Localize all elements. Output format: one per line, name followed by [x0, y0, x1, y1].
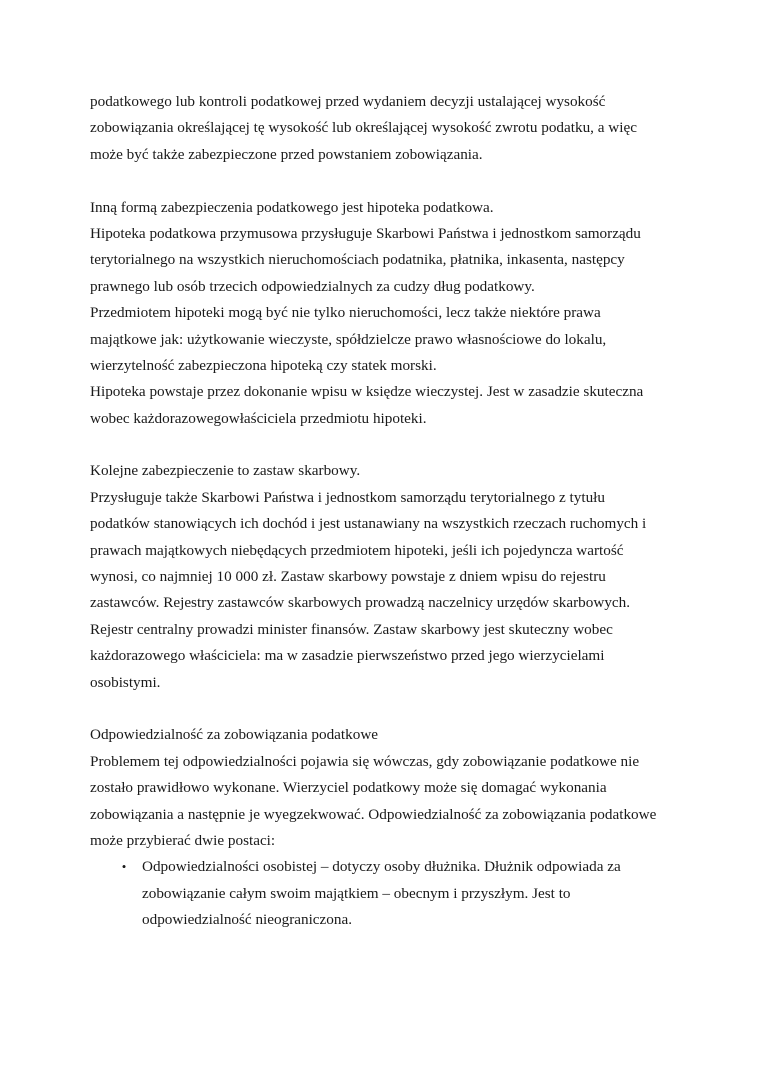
paragraph-intro: [90, 89, 680, 168]
text-line: Odpowiedzialności osobistej – dotyczy osoby dłużnika. Dłużnik odpowiada za: [142, 858, 621, 876]
text-line: Kolejne zabezpieczenie to zastaw skarbowy.: [90, 462, 361, 480]
text-line: wobec każdorazowegowłaściciela przedmiotu hipoteki.: [90, 409, 427, 427]
text-line: podatkowego lub kontroli podatkowej przed wydaniem decyzji ustalającej wysokość: [90, 93, 606, 110]
text-line: Inną formą zabezpieczenia podatkowego jest hipoteka podatkowa.: [90, 198, 494, 216]
text-line: zobowiązania określającej tę wysokość lub określającej wysokość zwrotu podatku, a więc: [90, 119, 637, 137]
text-line: zastawców. Rejestry zastawców skarbowych prowadzą naczelnicy urzędów skarbowych.: [90, 594, 631, 612]
text-line: wierzytelność zabezpieczona hipoteką czy statek morski.: [90, 356, 437, 374]
paragraph-gap: [90, 168, 680, 194]
paragraph-gap: [90, 432, 680, 458]
paragraph-hipoteka: [90, 195, 680, 433]
text-line: zostało prawidłowo wykonane. Wierzyciel podatkowy może się domagać wykonania: [90, 779, 607, 797]
text-line: prawach majątkowych niebędących przedmiotem hipoteki, jeśli ich pojedyncza wartość: [90, 541, 624, 559]
text-line: zobowiązanie całym swoim majątkiem – obecnym i przyszłym. Jest to: [142, 884, 571, 902]
text-line: zobowiązania a następnie je wyegzekwować. Odpowiedzialność za zobowiązania podatkowe: [90, 805, 657, 823]
text-line: Przysługuje także Skarbowi Państwa i jednostkom samorządu terytorialnego z tytułu: [90, 488, 605, 506]
text-line: Problemem tej odpowiedzialności pojawia się wówczas, gdy zobowiązanie podatkowe nie: [90, 752, 640, 770]
text-line: Hipoteka podatkowa przymusowa przysługuje Skarbowi Państwa i jednostkom samorządu: [90, 224, 641, 242]
paragraph-zastaw: [90, 458, 680, 696]
bullet-icon: •: [121, 859, 127, 875]
text-line: odpowiedzialność nieograniczona.: [142, 911, 353, 929]
text-line: majątkowe jak: użytkowanie wieczyste, spółdzielcze prawo własnościowe do lokalu,: [90, 330, 607, 348]
text-line: Przedmiotem hipoteki mogą być nie tylko nieruchomości, lecz także niektóre prawa: [90, 304, 601, 322]
text-line: podatków stanowiących ich dochód i jest ustanawiany na wszystkich rzeczach ruchomych i: [90, 515, 647, 533]
text-line: prawnego lub osób trzecich odpowiedzialnych za cudzy dług podatkowy.: [90, 277, 535, 295]
document-body: [90, 89, 680, 934]
text-line: terytorialnego na wszystkich nieruchomościach podatnika, płatnika, inkasenta, następcy: [90, 251, 625, 269]
text-line: może być także zabezpieczone przed powstaniem zobowiązania.: [90, 145, 483, 163]
text-line: każdorazowego właściciela: ma w zasadzie pierwszeństwo przed jego wierzycielami: [90, 647, 605, 665]
text-line: Hipoteka powstaje przez dokonanie wpisu w księdze wieczystej. Jest w zasadzie skuteczna: [90, 383, 644, 401]
bullet-list-item: [90, 854, 680, 933]
paragraph-gap: [90, 696, 680, 722]
text-line: Rejestr centralny prowadzi minister finansów. Zastaw skarbowy jest skuteczny wobec: [90, 620, 613, 638]
text-line: może przybierać dwie postaci:: [90, 831, 276, 849]
paragraph-odpowiedzialnosc: [90, 722, 680, 854]
text-line: wynosi, co najmniej 10 000 zł. Zastaw skarbowy powstaje z dniem wpisu do rejestru: [90, 568, 606, 586]
text-line: osobistymi.: [90, 673, 161, 691]
section-heading: Odpowiedzialność za zobowiązania podatkowe: [90, 726, 379, 744]
